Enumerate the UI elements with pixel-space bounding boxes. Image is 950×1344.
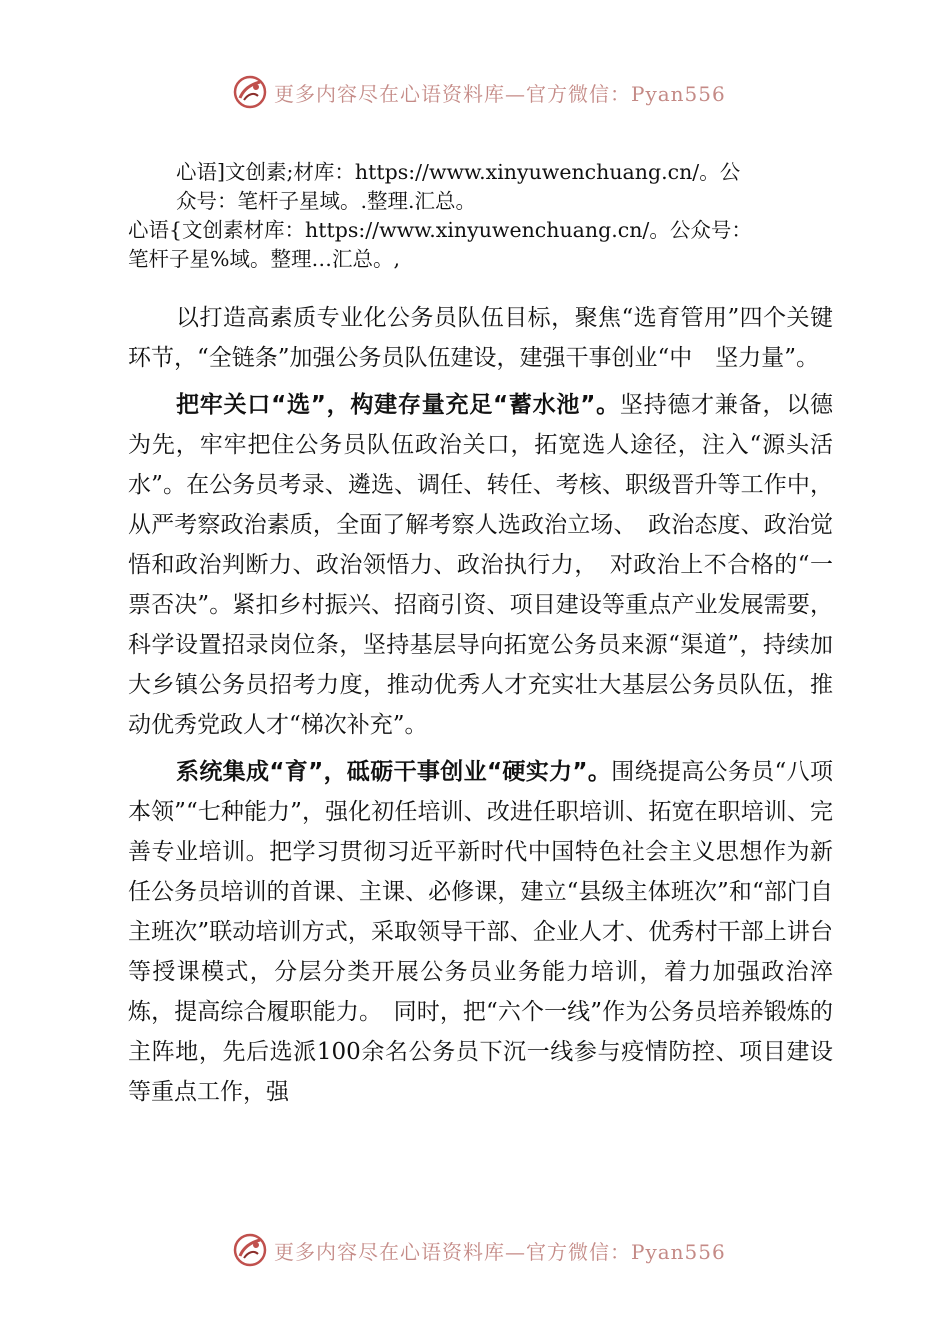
watermark-text: 更多内容尽在心语资料库—官方微信：Pyan556 (274, 1239, 726, 1264)
paragraph-text: 坚持德才兼备，以德为先，牢牢把住公务员队伍政治关口，拓宽选人途径，注入“源头活水”。在公务员考录、遴选、调任、转任、考核、职级晋升等工作中，从严考察政治素质，全面了解考察人选政治立场、 政治态度、政治觉悟和政治判断力、政治领悟力、政治执行力， 对政治上不合格的“一票否决”。紧扣乡村振兴、招商引资、项目建设等重点产业发展需要，科学设置招录岗位条，坚持基层导向拓宽公务员来源“渠道”，持续加大乡镇公务员招考力度，推动优秀人才充实壮大基层公务员队伍，推动优秀党政人才“梯次补充”。 (128, 392, 834, 738)
watermark-text: 更多内容尽在心语资料库—官方微信：Pyan556 (274, 81, 726, 106)
paragraph-lead: 系统集成“育”，砥砺干事创业“硬实力”。 (176, 759, 612, 785)
paragraph-text: 以打造高素质专业化公务员队伍目标，聚焦“选育管用”四个关键环节，“全链条”加强公务员队伍建设，建强干事创业“中 坚力量”。 (128, 305, 833, 371)
header-line: 众号：笔杆子星域。.整理.汇总。 (176, 189, 477, 213)
logo-icon (232, 1232, 268, 1268)
paragraph-select (128, 385, 833, 745)
document-body (128, 298, 833, 1119)
header-line: 笔杆子星%域。整理…汇总。, (128, 247, 400, 271)
source-header (128, 158, 848, 274)
header-line: 心语{文创素材库：https://www.xinyuwenchuang.cn/。公众号： (128, 218, 752, 242)
paragraph-cultivate (128, 752, 833, 1112)
paragraph-lead: 把牢关口“选”，构建存量充足“蓄水池”。 (176, 392, 620, 418)
watermark-banner-bottom (232, 1228, 752, 1272)
paragraph-text: 围绕提高公务员“八项本领”“七种能力”，强化初任培训、改进任职培训、拓宽在职培训、完善专业培训。把学习贯彻习近平新时代中国特色社会主义思想作为新任公务员培训的首课、主课、必修课，建立“县级主体班次”和“部门自主班次”联动培训方式，采取领导干部、企业人才、优秀村干部上讲台等授课模式，分层分类开展公务员业务能力培训，着力加强政治淬炼，提高综合履职能力。 同时，把“六个一线”作为公务员培养锻炼的主阵地，先后选派100余名公务员下沉一线参与疫情防控、项目建设等重点工作，强 (128, 759, 833, 1105)
paragraph-intro (128, 298, 833, 378)
watermark-banner-top (232, 70, 752, 114)
logo-icon (232, 74, 268, 110)
header-line: 心语]文创素;材库：https://www.xinyuwenchuang.cn/。公 (176, 160, 741, 184)
